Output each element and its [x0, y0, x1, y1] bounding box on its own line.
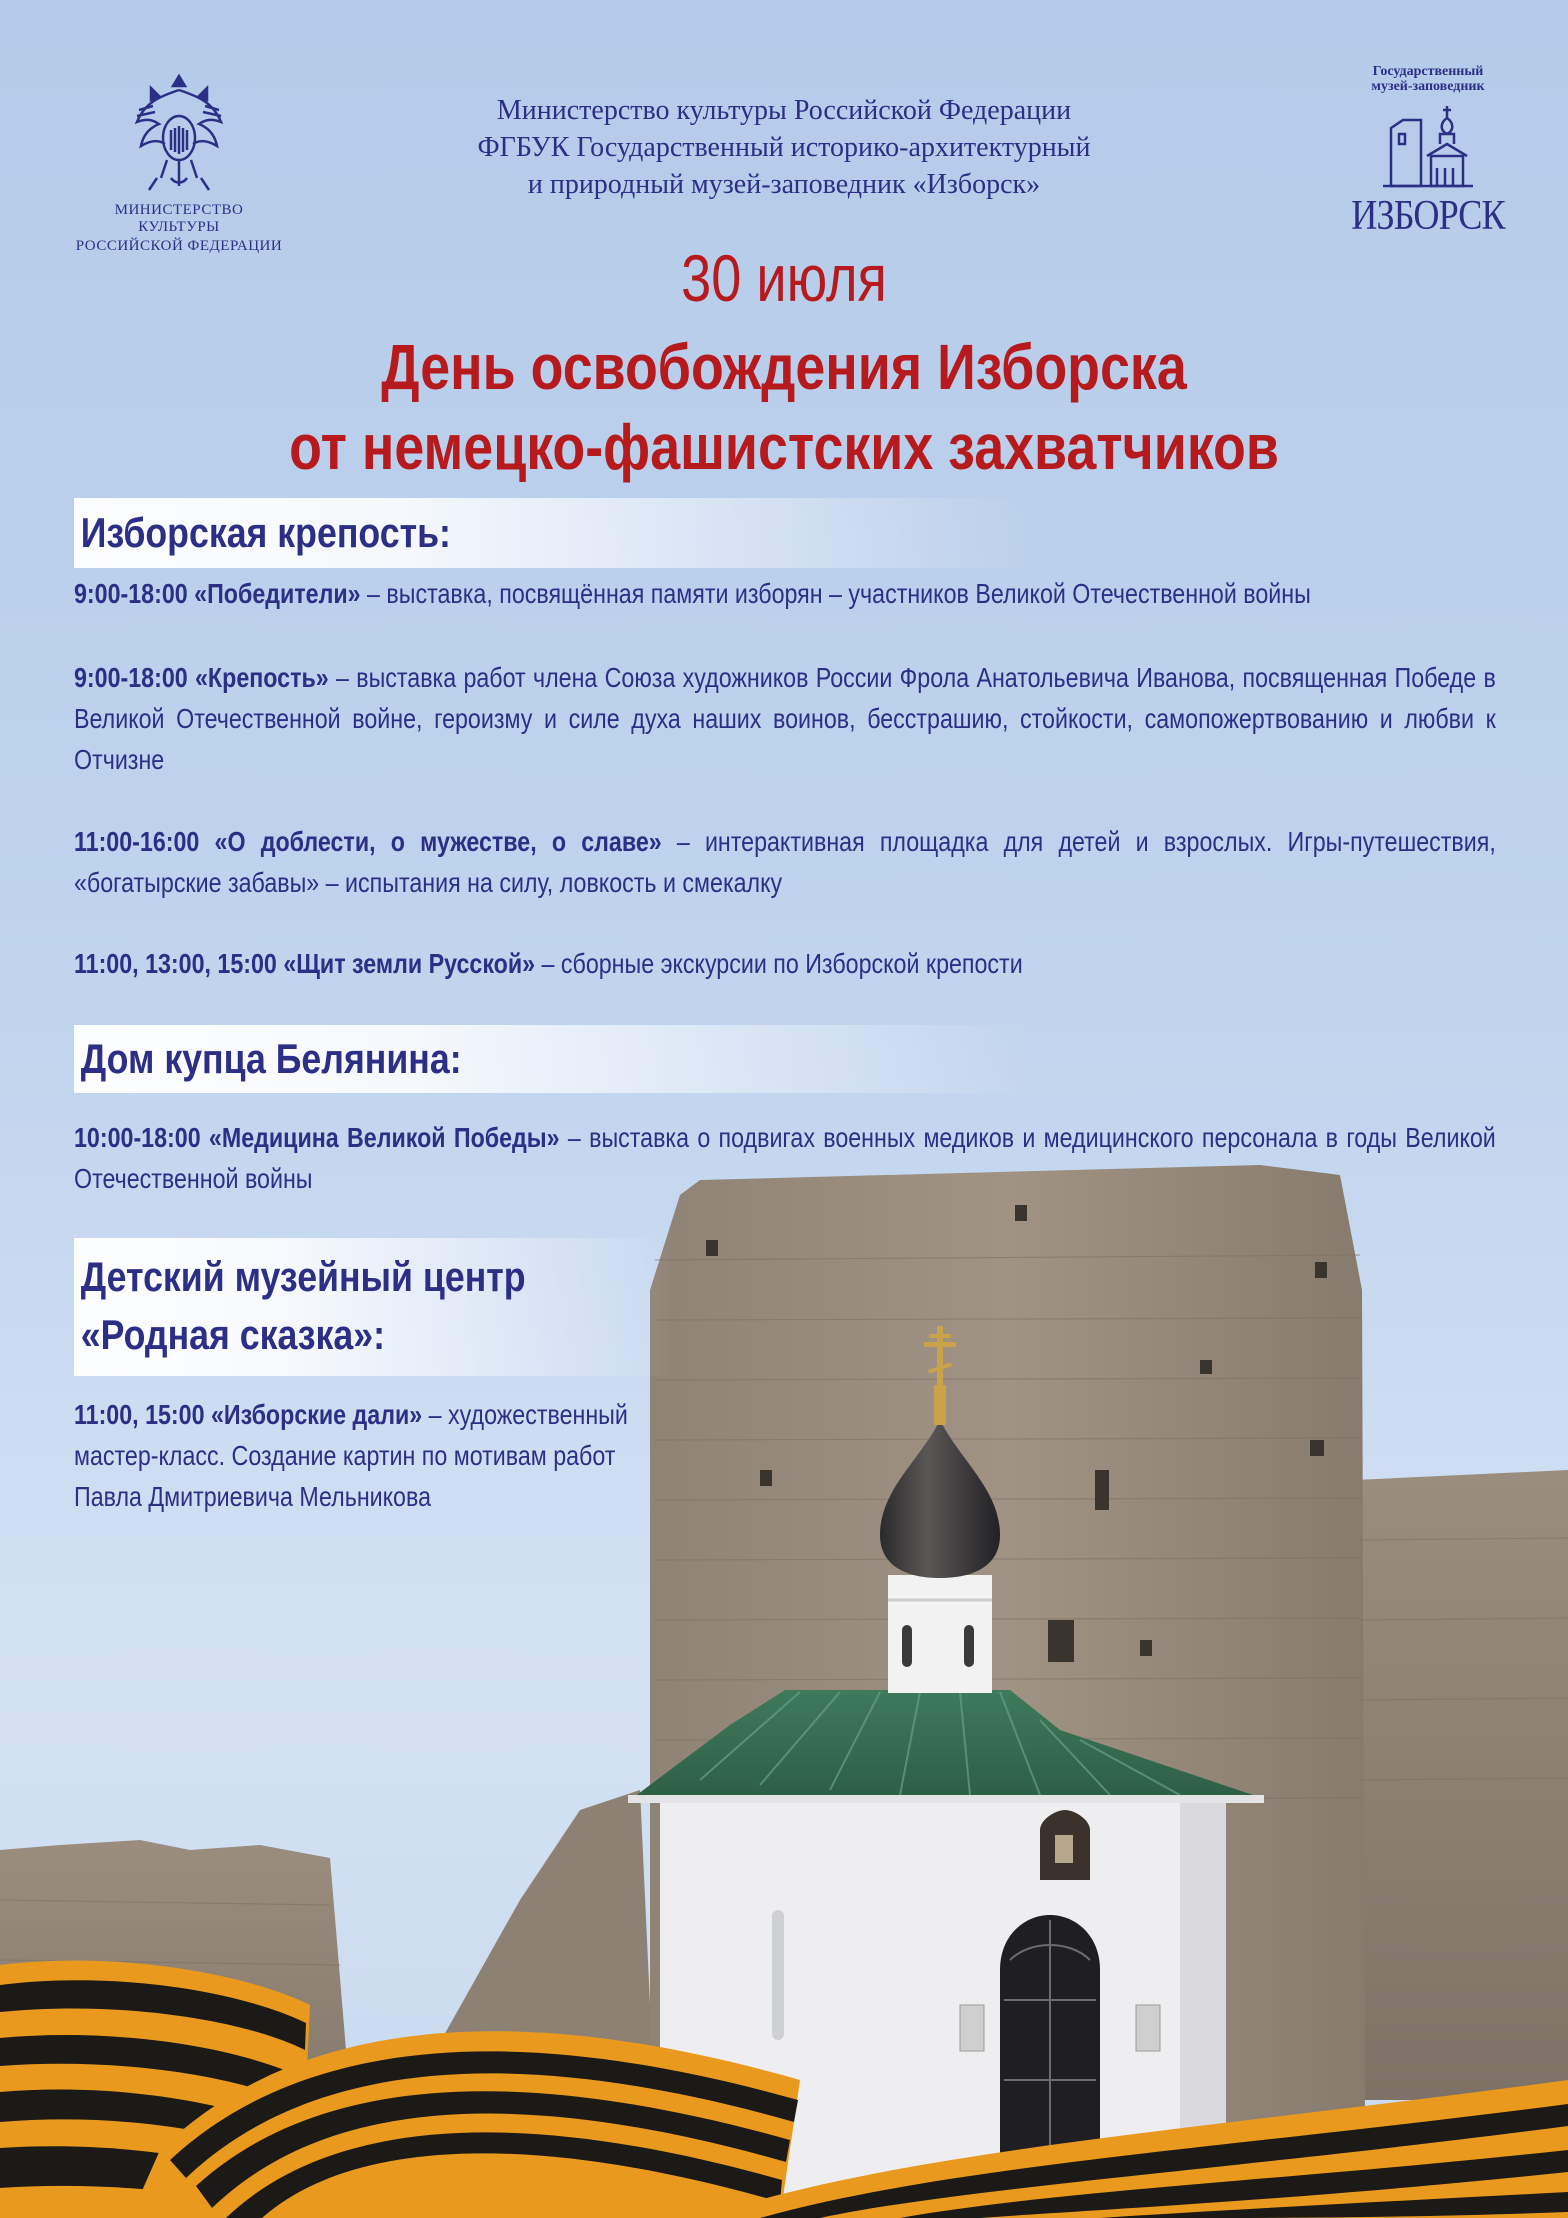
ministry-caption-line-2: РОССИЙСКОЙ ФЕДЕРАЦИИ	[75, 238, 283, 254]
section-header-fortress	[74, 498, 1034, 568]
event-date: 30 июля	[681, 241, 887, 315]
entry-time: 9:00-18:00	[74, 662, 188, 693]
entry-title: «О доблести, о мужестве, о славе»	[214, 826, 662, 857]
section-title-line-1: Детский музейный центр	[80, 1253, 526, 1300]
entry-time: 10:00-18:00	[74, 1122, 201, 1153]
entry-title: «Крепость»	[195, 662, 329, 693]
entry-time: 9:00-18:00	[74, 578, 188, 609]
entry-description: – выставка работ члена Союза художников России Фрола Анатольевича Иванова, посвященная Победе в Великой Отечественной войне, героизму и силе духа наших воинов, бесстрашию, стойкости, самопожертвованию и любви к Отчизне	[74, 662, 1496, 775]
museum-caption-line-1: Государственный	[1372, 64, 1484, 79]
museum-caption-line-2: музей-заповедник	[1371, 79, 1485, 94]
schedule-entry	[74, 573, 1496, 614]
entry-description: – художественный мастер-класс. Создание картин по мотивам работ Павла Дмитриевича Мельникова	[74, 1399, 628, 1512]
ministry-emblem	[72, 66, 286, 254]
section-title: Дом купца Белянина:	[80, 1035, 462, 1082]
museum-logo	[1338, 64, 1518, 248]
entry-time: 11:00, 15:00	[74, 1399, 205, 1430]
ministry-caption-line-1: МИНИСТЕРСТВО КУЛЬТУРЫ	[114, 202, 244, 235]
right-wall	[1355, 1470, 1568, 2100]
organizer-line-3: и природный музей-заповедник «Изборск»	[527, 169, 1041, 200]
entry-description: – сборные экскурсии по Изборской крепости	[535, 948, 1023, 979]
section-title: Изборская крепость:	[80, 509, 451, 556]
schedule-entry	[74, 1394, 655, 1517]
section-header-merchant-house	[74, 1025, 1034, 1093]
schedule-entry	[74, 657, 1496, 780]
organizer-line-1: Министерство культуры Российской Федерации	[496, 95, 1072, 126]
entry-description: – выставка о подвигах военных медиков и медицинского персонала в годы Великой Отечественной войны	[74, 1122, 1496, 1194]
entry-title: «Изборские дали»	[210, 1399, 423, 1430]
event-title-line-2: от немецко-фашистских захватчиков	[289, 411, 1279, 483]
tower-and-chapel-icon	[1373, 98, 1483, 194]
double-headed-eagle-icon	[131, 66, 227, 200]
section-header-children-center	[74, 1238, 674, 1376]
entry-title: «Медицина Великой Победы»	[208, 1122, 560, 1153]
museum-wordmark: ИЗБОРСК	[1351, 193, 1505, 239]
section-title-line-2: «Родная сказка»:	[80, 1311, 385, 1358]
organizer-block	[380, 92, 1188, 203]
entry-time: 11:00-16:00	[74, 826, 200, 857]
schedule-entry	[74, 821, 1496, 903]
organizer-line-2: ФГБУК Государственный историко-архитектурный	[477, 132, 1091, 163]
schedule-entry	[74, 943, 1496, 984]
event-title-line-1: День освобождения Изборска	[381, 331, 1187, 403]
entry-description: – выставка, посвящённая памяти изборян – участников Великой Отечественной войны	[360, 578, 1311, 609]
entry-title: «Победители»	[194, 578, 361, 609]
entry-description: – интерактивная площадка для детей и взрослых. Игры-путешествия, «богатырские забавы» – испытания на силу, ловкость и смекалку	[74, 826, 1496, 898]
entry-time: 11:00, 13:00, 15:00	[74, 948, 277, 979]
entry-title: «Щит земли Русской»	[283, 948, 536, 979]
